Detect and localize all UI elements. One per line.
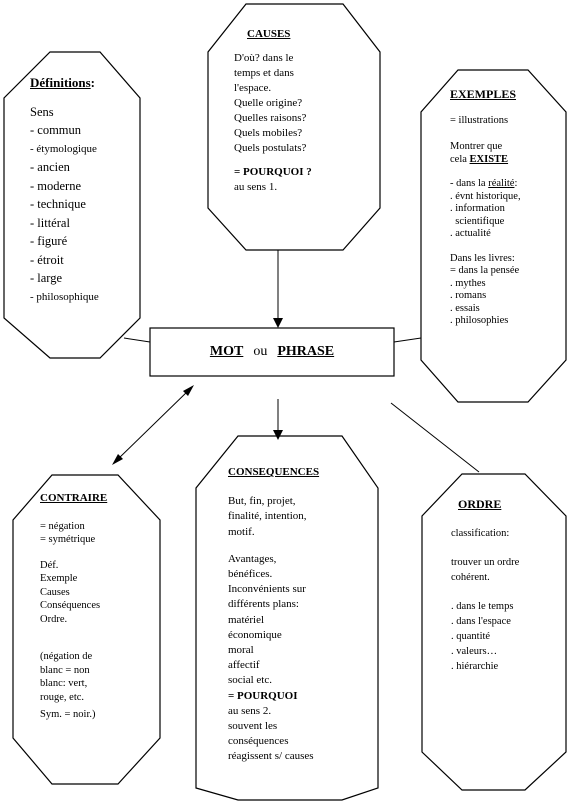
consequences-line: bénéfices.	[228, 568, 273, 581]
definitions-item: - moderne	[30, 178, 82, 193]
causes-line: Quels mobiles?	[234, 127, 303, 139]
exemples-text	[450, 88, 562, 328]
ordre-item: . dans l'espace	[451, 616, 511, 627]
exemples-title: EXEMPLES	[450, 87, 517, 101]
causes-sens: au sens 1.	[234, 181, 278, 193]
consequences-text	[228, 465, 376, 765]
exemples-realite: réalité	[488, 178, 515, 189]
consequences-line: réagissent s/ causes	[228, 750, 314, 763]
exemples-reality-item: scientifique	[450, 215, 505, 227]
contraire-line: Sym. = noir.)	[40, 709, 96, 720]
definitions-title: Définitions	[30, 75, 91, 90]
exemples-illustrations: = illustrations	[450, 114, 509, 126]
exemples-cela-line	[450, 154, 562, 167]
definitions-item: - commun	[30, 123, 82, 137]
ordre-trouver: cohérent.	[451, 572, 490, 583]
exemples-book-item: . mythes	[450, 277, 486, 289]
definitions-sens: Sens	[30, 104, 54, 119]
ordre-item: . valeurs…	[451, 646, 498, 657]
ordre-trouver: trouver un ordre	[451, 557, 520, 568]
exemples-existe: EXISTE	[469, 153, 509, 165]
center-ou: ou	[253, 344, 268, 359]
consequences-line: affectif	[228, 659, 260, 672]
consequences-line: Inconvénients sur	[228, 583, 306, 596]
exemples-book-item: . romans	[450, 290, 487, 301]
causes-line: temps et dans	[234, 67, 294, 79]
arrowhead-causes	[273, 318, 283, 328]
consequences-line: But, fin, projet,	[228, 495, 296, 508]
contraire-line: (négation de	[40, 651, 93, 662]
causes-line: D'où? dans le	[234, 52, 294, 64]
exemples-cela: cela	[450, 153, 467, 165]
causes-text	[234, 27, 374, 195]
exemples-pensee: = dans la pensée	[450, 265, 520, 276]
definitions-item: - ancien	[30, 160, 70, 174]
contraire-text	[40, 492, 156, 722]
contraire-line: blanc: vert,	[40, 678, 88, 689]
exemples-livres: Dans les livres:	[450, 252, 515, 264]
definitions-item: - étroit	[30, 252, 64, 267]
consequences-line: au sens 2.	[228, 704, 272, 717]
definitions-colon: :	[90, 75, 96, 90]
consequences-title: CONSEQUENCES	[228, 466, 320, 478]
exemples-realite-colon: :	[514, 178, 518, 189]
causes-line: Quelle origine?	[234, 97, 303, 109]
contraire-line: = symétrique	[40, 534, 96, 545]
contraire-line: Causes	[40, 586, 70, 598]
definitions-item: - philosophique	[30, 290, 99, 303]
exemples-dans-la: - dans la	[450, 178, 486, 189]
ordre-item: . hiérarchie	[451, 661, 499, 672]
exemples-realite-line	[450, 178, 562, 191]
causes-line: Quels postulats?	[234, 142, 307, 154]
consequences-line: différents plans:	[228, 598, 299, 611]
consequences-line: souvent les	[228, 720, 278, 733]
connector-definitions	[124, 338, 150, 342]
definitions-item: - étymologique	[30, 142, 97, 155]
definitions-item: - littéral	[30, 215, 70, 230]
ordre-item: . dans le temps	[451, 601, 514, 612]
consequences-line: social etc.	[228, 674, 272, 687]
contraire-line: blanc = non	[40, 664, 90, 676]
exemples-book-item: . philosophies	[450, 315, 509, 326]
consequences-line: conséquences	[228, 735, 289, 748]
exemples-reality-item: . information	[450, 203, 505, 214]
ordre-item: . quantité	[451, 631, 491, 642]
exemples-montrer: Montrer que	[450, 141, 503, 152]
consequences-pourquoi: = POURQUOI	[228, 689, 298, 702]
center-mot: MOT	[209, 344, 244, 359]
contraire-line: = négation	[40, 520, 85, 532]
contraire-line: Ordre.	[40, 613, 68, 625]
contraire-line: rouge, etc.	[40, 691, 85, 703]
definitions-item: - figuré	[30, 234, 68, 248]
consequences-line: moral	[228, 644, 254, 657]
ordre-classification: classification:	[451, 528, 510, 539]
definitions-text	[30, 74, 138, 306]
consequences-line: économique	[228, 628, 282, 641]
ordre-text	[451, 497, 563, 674]
consequences-line: finalité, intention,	[228, 510, 307, 523]
consequences-line: motif.	[228, 525, 255, 538]
contraire-line: Déf.	[40, 559, 59, 571]
definitions-heading	[30, 74, 138, 93]
definitions-item: - large	[30, 271, 63, 285]
exemples-reality-item: . évnt historique,	[450, 190, 521, 202]
center-title	[150, 328, 394, 376]
causes-line: l'espace.	[234, 82, 272, 94]
consequences-line: matériel	[228, 613, 265, 626]
contraire-title: CONTRAIRE	[40, 492, 108, 504]
causes-pourquoi: = POURQUOI ?	[234, 166, 312, 178]
causes-line: Quelles raisons?	[234, 112, 307, 124]
consequences-line: Avantages,	[228, 552, 277, 565]
contraire-line: Conséquences	[40, 600, 101, 611]
causes-title: CAUSES	[247, 28, 291, 40]
ordre-title: ORDRE	[458, 497, 502, 511]
connector-ordre	[391, 403, 479, 472]
connector-exemples	[394, 338, 421, 342]
arrow-center-contraire	[117, 389, 190, 460]
definitions-item: - technique	[30, 197, 86, 211]
contraire-line: Exemple	[40, 573, 78, 584]
exemples-reality-item: . actualité	[450, 228, 491, 239]
exemples-book-item: . essais	[450, 302, 480, 314]
center-phrase: PHRASE	[277, 344, 335, 359]
